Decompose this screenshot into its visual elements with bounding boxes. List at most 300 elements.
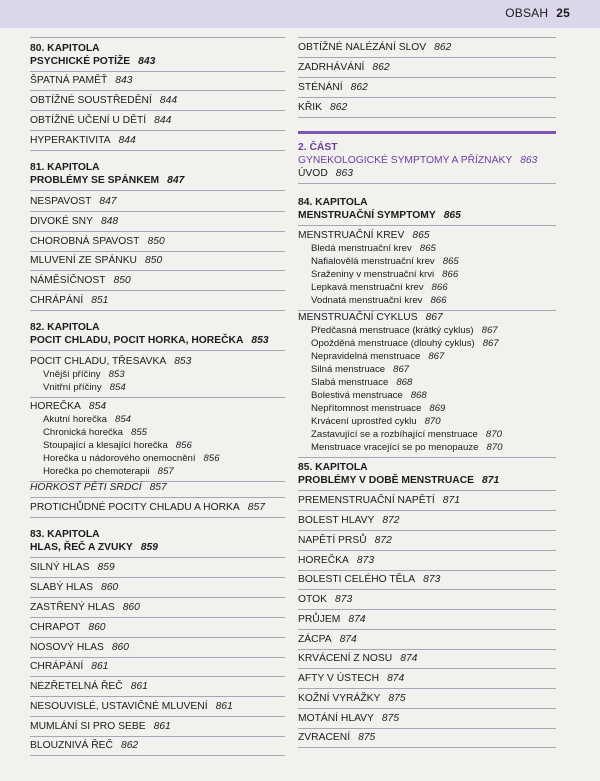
toc-entry [30, 720, 285, 733]
toc-line[interactable] [30, 700, 285, 713]
entry-page-number: 857 [247, 502, 265, 513]
toc-entry [30, 161, 285, 187]
divider-line [30, 676, 285, 677]
entry-title: HYPERAKTIVITA [30, 135, 111, 146]
entry-page-number: 868 [410, 390, 427, 401]
toc-line[interactable] [30, 94, 285, 107]
toc-entry [30, 400, 285, 478]
entry-page-number: 860 [88, 622, 106, 633]
divider-line [298, 649, 556, 650]
toc-subentry[interactable] [30, 452, 285, 465]
divider-line [298, 589, 556, 590]
toc-line[interactable] [298, 692, 556, 705]
entry-page-number: 847 [167, 175, 185, 186]
toc-subentry[interactable] [298, 281, 556, 294]
toc-entry [298, 461, 556, 487]
toc-line[interactable] [30, 481, 285, 494]
toc-subentry[interactable] [298, 441, 556, 454]
entry-title: Nepřítomnost menstruace [311, 403, 422, 414]
toc-entry [30, 195, 285, 208]
toc-entry [30, 274, 285, 287]
entry-title: Sraženiny v menstruační krvi [311, 269, 435, 280]
toc-entry [30, 321, 285, 347]
entry-page-number: 875 [358, 732, 376, 743]
toc-line[interactable] [298, 712, 556, 725]
entry-page-number: 872 [382, 515, 400, 526]
toc-line[interactable] [298, 141, 556, 154]
entry-title: 2. ČÁST [298, 142, 338, 153]
divider-line [298, 57, 556, 58]
toc-line[interactable] [30, 174, 285, 187]
entry-title: KRVÁCENÍ Z NOSU [298, 653, 393, 664]
entry-page-number: 844 [154, 115, 172, 126]
entry-page-number: 867 [482, 338, 499, 349]
toc-entry [298, 613, 556, 626]
entry-page-number: 867 [425, 312, 443, 323]
toc-line[interactable] [30, 541, 285, 554]
entry-page-number: 848 [100, 216, 119, 227]
entry-title: MENSTRUAČNÍ KREV [298, 230, 405, 241]
entry-title: OBTÍŽNÉ SOUSTŘEDĚNÍ [30, 95, 152, 106]
toc-subentry[interactable] [30, 439, 285, 452]
entry-page-number: 860 [122, 602, 140, 613]
toc-line[interactable] [298, 554, 556, 567]
toc-line[interactable] [30, 321, 285, 334]
divider-line [30, 90, 285, 91]
toc-entry [298, 712, 556, 725]
toc-line[interactable] [298, 534, 556, 547]
toc-subentry[interactable] [298, 376, 556, 389]
toc-subentry[interactable] [298, 294, 556, 307]
toc-subentry[interactable] [298, 402, 556, 415]
divider-line [30, 130, 285, 131]
toc-subentry[interactable] [30, 381, 285, 394]
toc-entry [298, 311, 556, 454]
entry-title: Bledá menstruační krev [311, 243, 412, 254]
divider-line [30, 497, 285, 498]
entry-page-number: 850 [147, 236, 165, 247]
toc-subentry[interactable] [298, 268, 556, 281]
entry-page-number: 850 [113, 275, 131, 286]
divider-line [298, 609, 556, 610]
divider-line [298, 490, 556, 491]
entry-title: Menstruace vracející se po menopauze [311, 442, 479, 453]
toc-line[interactable] [298, 731, 556, 744]
entry-title: NOSOVÝ HLAS [30, 642, 104, 653]
toc-line[interactable] [30, 161, 285, 174]
toc-subentry[interactable] [298, 350, 556, 363]
toc-entry [298, 81, 556, 94]
entry-title: 83. KAPITOLA [30, 529, 100, 540]
entry-page-number: 853 [174, 356, 192, 367]
entry-title: Horečka po chemoterapii [43, 466, 150, 477]
toc-line[interactable] [30, 581, 285, 594]
divider-line [30, 231, 285, 232]
toc-line[interactable] [298, 461, 556, 474]
entry-title: BOLESTI CELÉHO TĚLA [298, 574, 416, 585]
divider-line [298, 510, 556, 511]
toc-entry [30, 700, 285, 713]
divider-line [30, 270, 285, 271]
toc-subentry[interactable] [30, 465, 285, 478]
entry-title: MENSTRUAČNÍ SYMPTOMY [298, 210, 436, 221]
divider-line [298, 728, 556, 729]
divider-line [298, 457, 556, 458]
toc-line[interactable] [30, 739, 285, 752]
entry-page-number: 843 [138, 56, 156, 67]
divider-line [30, 557, 285, 558]
toc-line[interactable] [30, 42, 285, 55]
entry-page-number: 850 [145, 255, 163, 266]
entry-page-number: 865 [412, 230, 430, 241]
entry-title: CHRÁPÁNÍ [30, 295, 84, 306]
entry-title: AFTY V ÚSTECH [298, 673, 380, 684]
toc-entry [298, 692, 556, 705]
entry-page-number: 865 [442, 256, 459, 267]
toc-line[interactable] [30, 274, 285, 287]
entry-page-number: 861 [153, 721, 171, 732]
toc-line[interactable] [30, 134, 285, 147]
toc-entry [30, 254, 285, 267]
divider-line [30, 251, 285, 252]
entry-page-number: 875 [381, 713, 400, 724]
toc-line[interactable] [298, 196, 556, 209]
toc-line[interactable] [298, 652, 556, 665]
toc-line[interactable] [298, 613, 556, 626]
divider-line [30, 290, 285, 291]
entry-page-number: 862 [372, 62, 390, 73]
toc-line[interactable] [30, 660, 285, 673]
entry-title: POCIT CHLADU, POCIT HORKA, HOREČKA [30, 335, 244, 346]
toc-subentry[interactable] [298, 324, 556, 337]
divider-line [298, 550, 556, 551]
entry-title: MENSTRUAČNÍ CYKLUS [298, 312, 418, 323]
toc-subentry[interactable] [298, 337, 556, 350]
entry-title: 85. KAPITOLA [298, 462, 368, 473]
toc-entry [30, 235, 285, 248]
entry-title: DIVOKÉ SNY [30, 216, 93, 227]
toc-entry [30, 561, 285, 574]
divider-line [298, 183, 556, 184]
divider-line [298, 668, 556, 669]
divider-line [30, 696, 285, 697]
toc-entry [298, 554, 556, 567]
entry-title: HLAS, ŘEČ A ZVUKY [30, 542, 133, 553]
entry-page-number: 869 [429, 403, 446, 414]
entry-title: Akutní horečka [43, 414, 107, 425]
toc-line[interactable] [30, 195, 285, 208]
entry-title: 84. KAPITOLA [298, 197, 368, 208]
toc-entry [30, 74, 285, 87]
toc-subentry[interactable] [30, 426, 285, 439]
entry-title: PROBLÉMY SE SPÁNKEM [30, 175, 160, 186]
toc-subentry[interactable] [298, 389, 556, 402]
entry-page-number: 865 [443, 210, 461, 221]
toc-entry [298, 494, 556, 507]
toc-line[interactable] [30, 355, 285, 368]
toc-entry [30, 641, 285, 654]
toc-line[interactable] [298, 573, 556, 586]
entry-title: Chronická horečka [43, 427, 123, 438]
toc-line[interactable] [30, 114, 285, 127]
entry-title: PROBLÉMY V DOBĚ MENSTRUACE [298, 475, 475, 486]
divider-line [30, 310, 285, 311]
toc-line[interactable] [30, 235, 285, 248]
entry-title: PROTICHŮDNÉ POCITY CHLADU A HORKA [30, 502, 240, 513]
divider-line [30, 71, 285, 72]
entry-title: Silná menstruace [311, 364, 386, 375]
toc-entry [298, 593, 556, 606]
toc-line[interactable] [30, 501, 285, 514]
divider-line [30, 637, 285, 638]
page-header [505, 6, 570, 20]
toc-line[interactable] [30, 294, 285, 307]
divider-line [30, 617, 285, 618]
toc-line[interactable] [298, 229, 556, 242]
entry-title: NÁMĚSÍČNOST [30, 275, 106, 286]
entry-page-number: 859 [140, 542, 158, 553]
toc-line[interactable] [298, 633, 556, 646]
divider-line [298, 37, 556, 38]
section-divider [298, 131, 556, 134]
entry-page-number: 851 [91, 295, 109, 306]
entry-page-number: 853 [108, 369, 125, 380]
toc-subentry[interactable] [30, 413, 285, 426]
entry-page-number: 866 [430, 295, 447, 306]
entry-page-number: 873 [356, 555, 375, 566]
entry-page-number: 855 [131, 427, 148, 438]
divider-line [30, 716, 285, 717]
toc-line[interactable] [298, 41, 556, 54]
toc-entry [298, 196, 556, 222]
toc-entry [298, 514, 556, 527]
entry-title: CHRÁPÁNÍ [30, 661, 84, 672]
entry-title: Nafialovělá menstruační krev [311, 256, 435, 267]
toc-subentry[interactable] [298, 255, 556, 268]
entry-page-number: 844 [118, 135, 136, 146]
toc-entry [298, 534, 556, 547]
entry-title: ÚVOD [298, 168, 328, 179]
toc-subentry[interactable] [298, 242, 556, 255]
divider-line [30, 577, 285, 578]
entry-title: POCIT CHLADU, TŘESAVKA [30, 356, 167, 367]
entry-title: HORKOST PĚTI SRDCÍ [30, 482, 142, 493]
toc-entry [298, 633, 556, 646]
divider-line [298, 747, 556, 748]
entry-title: PRŮJEM [298, 614, 341, 625]
toc-entry [30, 94, 285, 107]
toc-subentry[interactable] [298, 415, 556, 428]
entry-title: KŘIK [298, 102, 323, 113]
toc-entry [30, 294, 285, 307]
entry-page-number: 866 [431, 282, 448, 293]
toc-line[interactable] [298, 167, 556, 180]
entry-page-number: 862 [350, 82, 368, 93]
toc-subentry[interactable] [30, 368, 285, 381]
divider-line [298, 77, 556, 78]
entry-page-number: 844 [159, 95, 178, 106]
entry-title: NESPAVOST [30, 196, 92, 207]
toc-subentry[interactable] [298, 428, 556, 441]
entry-title: Nepravidelná menstruace [311, 351, 421, 362]
divider-line [30, 190, 285, 191]
entry-title: 80. KAPITOLA [30, 43, 100, 54]
toc-line[interactable] [298, 81, 556, 94]
entry-page-number: 863 [335, 168, 353, 179]
toc-entry [298, 41, 556, 54]
entry-title: SLABÝ HLAS [30, 582, 93, 593]
toc-line[interactable] [30, 621, 285, 634]
toc-line[interactable] [298, 61, 556, 74]
entry-page-number: 853 [251, 335, 269, 346]
entry-page-number: 856 [203, 453, 220, 464]
entry-page-number: 861 [130, 681, 148, 692]
toc-entry [30, 739, 285, 752]
entry-title: Vnitřní příčiny [43, 382, 102, 393]
toc-line[interactable] [298, 672, 556, 685]
entry-title: NEZŘETELNÁ ŘEČ [30, 681, 123, 692]
entry-title: NAPĚTÍ PRSŮ [298, 535, 367, 546]
entry-page-number: 867 [393, 364, 410, 375]
entry-title: ŠPATNÁ PAMĚŤ [30, 75, 108, 86]
entry-page-number: 874 [400, 653, 418, 664]
entry-page-number: 861 [215, 701, 233, 712]
toc-line[interactable] [298, 514, 556, 527]
divider-line [30, 755, 285, 756]
entry-page-number: 860 [100, 582, 119, 593]
toc-line[interactable] [30, 55, 285, 68]
toc-line[interactable] [30, 74, 285, 87]
entry-page-number: 874 [339, 634, 357, 645]
toc-entry [298, 573, 556, 586]
toc-line[interactable] [30, 215, 285, 228]
entry-title: Vnější příčiny [43, 369, 101, 380]
entry-page-number: 872 [374, 535, 392, 546]
toc-line[interactable] [30, 400, 285, 413]
entry-title: Vodnatá menstruační krev [311, 295, 423, 306]
toc-line[interactable] [298, 209, 556, 222]
page-number: 25 [556, 6, 570, 20]
entry-title: MUMLÁNÍ SI PRO SEBE [30, 721, 146, 732]
toc-line[interactable] [30, 720, 285, 733]
toc-line[interactable] [298, 494, 556, 507]
entry-page-number: 867 [481, 325, 498, 336]
entry-title: ZÁCPA [298, 634, 332, 645]
entry-title: STÉNÁNÍ [298, 82, 343, 93]
divider-line [30, 350, 285, 351]
divider-line [30, 736, 285, 737]
toc-entry [298, 101, 556, 114]
entry-page-number: 873 [335, 594, 353, 605]
entry-title: Lepkavá menstruační krev [311, 282, 424, 293]
entry-page-number: 870 [485, 429, 502, 440]
entry-title: OBTÍŽNÉ UČENÍ U DĚTÍ [30, 115, 147, 126]
entry-title: KOŽNÍ VYRÁŽKY [298, 693, 381, 704]
entry-title: MOTÁNÍ HLAVY [298, 713, 374, 724]
toc-line[interactable] [298, 474, 556, 487]
entry-title: Slabá menstruace [311, 377, 389, 388]
toc-entry [30, 680, 285, 693]
entry-page-number: 868 [396, 377, 413, 388]
divider-line [30, 517, 285, 518]
toc-entry [30, 528, 285, 554]
entry-page-number: 870 [486, 442, 503, 453]
toc-line[interactable] [30, 641, 285, 654]
entry-title: SILNÝ HLAS [30, 562, 90, 573]
entry-title: 81. KAPITOLA [30, 162, 100, 173]
entry-page-number: 861 [91, 661, 109, 672]
entry-title: OTOK [298, 594, 327, 605]
entry-title: ZASTŘENÝ HLAS [30, 602, 115, 613]
entry-page-number: 863 [520, 155, 538, 166]
entry-page-number: 874 [387, 673, 405, 684]
entry-page-number: 859 [97, 562, 115, 573]
entry-title: BOLEST HLAVY [298, 515, 375, 526]
toc-entry [30, 134, 285, 147]
entry-page-number: 865 [419, 243, 436, 254]
toc-entry [298, 141, 556, 180]
divider-line [298, 708, 556, 709]
toc-line[interactable] [30, 254, 285, 267]
entry-title: Opožděná menstruace (dlouhý cyklus) [311, 338, 475, 349]
toc-line[interactable] [298, 593, 556, 606]
toc-line[interactable] [298, 311, 556, 324]
toc-entry [30, 481, 285, 494]
entry-title: GYNEKOLOGICKÉ SYMPTOMY A PŘÍZNAKY [298, 155, 513, 166]
toc-entry [30, 621, 285, 634]
toc-line[interactable] [298, 154, 556, 167]
toc-entry [30, 114, 285, 127]
divider-line [30, 397, 285, 398]
toc-entry [30, 355, 285, 394]
toc-entry [30, 215, 285, 228]
toc-subentry[interactable] [298, 363, 556, 376]
toc-line[interactable] [30, 334, 285, 347]
entry-title: Horečka u nádorového onemocnění [43, 453, 196, 464]
divider-line [30, 37, 285, 38]
divider-line [298, 530, 556, 531]
divider-line [30, 597, 285, 598]
entry-title: NESOUVISLÉ, USTAVIČNÉ MLUVENÍ [30, 701, 208, 712]
entry-title: ZADRHÁVÁNÍ [298, 62, 365, 73]
entry-page-number: 856 [175, 440, 192, 451]
entry-page-number: 870 [424, 416, 441, 427]
entry-title: BLOUZNIVÁ ŘEČ [30, 740, 113, 751]
entry-title: 82. KAPITOLA [30, 322, 100, 333]
divider-line [30, 211, 285, 212]
entry-page-number: 874 [348, 614, 366, 625]
entry-title: Stoupající a klesající horečka [43, 440, 168, 451]
section-title: OBSAH [505, 6, 549, 20]
toc-line[interactable] [298, 101, 556, 114]
toc-entry [30, 581, 285, 594]
entry-page-number: 871 [442, 495, 460, 506]
toc-entry [298, 61, 556, 74]
entry-title: Předčasná menstruace (krátký cyklus) [311, 325, 474, 336]
toc-line[interactable] [30, 561, 285, 574]
entry-title: ZVRACENÍ [298, 732, 351, 743]
toc-line[interactable] [30, 680, 285, 693]
divider-line [30, 110, 285, 111]
toc-entry [298, 652, 556, 665]
entry-page-number: 854 [109, 382, 126, 393]
toc-entry [298, 731, 556, 744]
entry-title: Zastavující se a rozbíhající menstruace [311, 429, 478, 440]
toc-line[interactable] [30, 601, 285, 614]
entry-page-number: 857 [157, 466, 174, 477]
toc-line[interactable] [30, 528, 285, 541]
entry-title: CHOROBNÁ SPAVOST [30, 236, 140, 247]
